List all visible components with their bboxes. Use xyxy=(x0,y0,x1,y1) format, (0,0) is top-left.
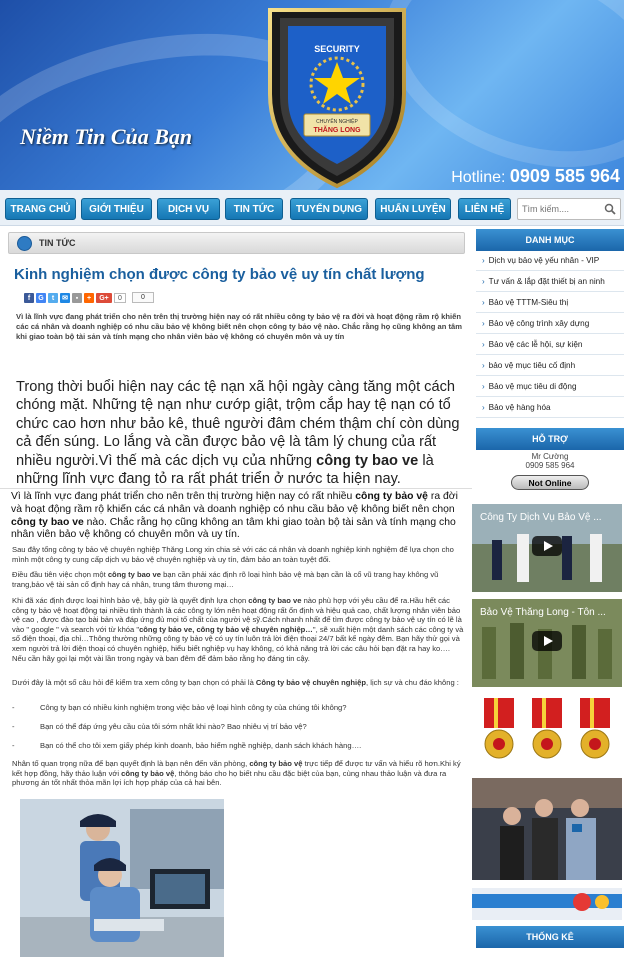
category-item[interactable] xyxy=(476,250,624,271)
keyword-link[interactable]: công ty bao ve xyxy=(248,596,302,605)
article-body xyxy=(0,488,472,960)
list-item-text: Bạn có thể đáp ứng yêu cầu của tôi sớm nhất khi nào? Bao nhiêu vị trí bảo vệ? xyxy=(40,722,307,731)
support-name: Mr Cường xyxy=(531,452,569,461)
list-item-text: Bạn có thể cho tôi xem giấy phép kinh doanh, bảo hiểm nghề nghiệp, danh sách khách hàng…. xyxy=(40,741,362,750)
twitter-icon[interactable]: t xyxy=(48,293,58,303)
keyword-link[interactable]: công ty bao ve xyxy=(11,516,84,528)
text: trực tiếp để được tư vấn và hiểu rõ hơn.Khi ký kết hợp đồng, hãy thảo luận với xyxy=(12,759,461,778)
share-bar xyxy=(24,292,126,304)
main-nav xyxy=(0,190,624,226)
section-header xyxy=(8,232,465,254)
text: ra đời và hoạt động rầm rộ khiến các cá nhân và doanh nghiệp có nhu cầu bảo vệ không biết nên chọn xyxy=(11,491,458,515)
category-label[interactable]: Bảo vệ hàng hóa xyxy=(488,402,551,412)
event-photo[interactable] xyxy=(472,778,622,880)
category-item[interactable] xyxy=(476,271,624,292)
text: Nhân tố quan trọng nữa để bạn quyết định là bạn nên đến văn phòng, xyxy=(12,759,250,768)
hotline-number[interactable]: 0909 585 964 xyxy=(509,166,620,186)
play-icon[interactable] xyxy=(532,536,562,556)
share-count: 0 xyxy=(114,293,126,303)
nav-recruitment[interactable]: TUYỂN DỤNG xyxy=(290,198,368,220)
keyword-link[interactable]: công ty bảo ve, công ty bảo vệ chuyên nghiệp… xyxy=(139,624,313,634)
text: Dưới đây là một số câu hỏi để kiểm tra xem công ty bạn chọn có phải là xyxy=(12,678,256,687)
medals-image[interactable] xyxy=(472,694,622,770)
chat-status-button[interactable] xyxy=(511,475,589,490)
support-header: HỖ TRỢ xyxy=(476,428,624,450)
chevron-right-icon: › xyxy=(482,255,485,265)
text: , thông báo cho họ biết nhu cầu đặc biệt của bạn, cùng nhau thảo luận và đưa ra phương án tốt nhất thỏa mãn lợi ích hợp pháp của cả hai bên. xyxy=(12,768,447,788)
body-paragraph: Sau đây tổng công ty bảo vệ chuyên nghiệp Thăng Long xin chia sẻ với các cá nhân và doanh nghiệp kinh nghiệm để lựa chọn cho mình một công ty cung cấp dịch vụ bảo vệ chuyên nghiệp và uy tín, đảm bảo an toàn tuyệt đối. xyxy=(12,545,454,564)
status-label: Not Online xyxy=(528,477,572,488)
slogan: Niềm Tin Của Bạn xyxy=(20,124,193,149)
text: Vì là lĩnh vực đang phát triển cho nên trên thị trường hiện nay có rất nhiều xyxy=(11,491,356,502)
email-icon[interactable]: ✉ xyxy=(60,293,70,303)
body-paragraph xyxy=(12,570,464,589)
category-item[interactable] xyxy=(476,292,624,313)
text: nào. Chắc rằng họ cũng không an tâm khi giao toàn bộ tài sản và tính mạng cho nhân viên bảo vệ không có chuyên môn và uy tín. xyxy=(11,516,456,541)
more-share-icon[interactable]: + xyxy=(84,293,94,303)
chevron-right-icon: › xyxy=(482,318,485,328)
chevron-right-icon: › xyxy=(482,360,485,370)
category-label[interactable]: Bảo vệ TTTM-Siêu thị xyxy=(488,297,569,307)
category-item[interactable] xyxy=(476,355,624,376)
text: bạn cần phải xác định rõ loại hình bảo vệ mà bạn cần là cổ vũ trang hay không vũ trang,bảo vệ tài sản cố định hay cá nhân, trung tâm thương mại… xyxy=(12,570,439,589)
text: , lịch sự và chu đáo không : xyxy=(366,678,459,687)
category-label[interactable]: bảo vệ mục tiêu cố định xyxy=(488,360,576,370)
bullet-dash: - xyxy=(12,703,15,712)
category-label[interactable]: Bảo vệ mục tiêu di động xyxy=(488,381,577,391)
list-item-text: Công ty bạn có nhiều kinh nghiệm trong việc bảo vệ loại hình công ty của chúng tôi không? xyxy=(40,703,347,712)
category-label[interactable]: Tư vấn & lắp đặt thiết bị an ninh xyxy=(488,276,605,286)
header-banner xyxy=(0,0,624,190)
keyword-link[interactable]: công ty bao ve xyxy=(316,452,419,469)
like-counter[interactable]: 0 xyxy=(132,292,154,303)
keyword-link[interactable]: công ty bao ve xyxy=(107,570,161,579)
body-paragraph xyxy=(12,759,464,788)
chevron-right-icon: › xyxy=(482,381,485,391)
bullet-dash: - xyxy=(12,722,15,731)
body-paragraph xyxy=(12,596,464,663)
category-item[interactable] xyxy=(476,397,624,418)
logo-ribbon-small: CHUYÊN NGHIỆP xyxy=(316,119,358,125)
nav-services[interactable]: DỊCH VỤ xyxy=(157,198,220,220)
support-phone[interactable]: 0909 585 964 xyxy=(525,461,575,470)
google-plus-icon[interactable]: G+ xyxy=(96,293,112,303)
nav-news[interactable]: TIN TỨC xyxy=(225,198,283,220)
hotline-label: Hotline: xyxy=(451,169,506,186)
category-item[interactable] xyxy=(476,376,624,397)
chevron-right-icon: › xyxy=(482,402,485,412)
chevron-right-icon: › xyxy=(482,276,485,286)
keyword-link[interactable]: vệ xyxy=(416,491,428,502)
hotline[interactable] xyxy=(451,166,620,187)
keyword-link[interactable]: Công ty bảo vệ chuyên nghiệp xyxy=(255,678,367,687)
body-paragraph xyxy=(12,678,464,688)
google-icon[interactable]: G xyxy=(36,293,46,303)
chevron-right-icon: › xyxy=(482,339,485,349)
article-lead-paragraph xyxy=(16,378,464,488)
lead-text: là những lĩnh vực đang tỏ ra rất phát triển ở nước ta hiện nay. xyxy=(16,452,434,488)
bullet-dash: - xyxy=(12,741,15,750)
video-title[interactable]: Bảo Vệ Thăng Long - Tôn ... xyxy=(480,607,606,618)
stats-header: THỐNG KÊ xyxy=(476,926,624,948)
search-input[interactable] xyxy=(518,199,598,219)
category-item[interactable] xyxy=(476,313,624,334)
search-box[interactable] xyxy=(517,198,621,220)
nav-home[interactable]: TRANG CHỦ xyxy=(5,198,76,220)
security-shield-logo[interactable] xyxy=(262,4,412,190)
nav-training[interactable]: HUẤN LUYỆN xyxy=(375,198,451,220)
category-label[interactable]: Dịch vụ bảo vệ yếu nhân - VIP xyxy=(488,255,600,265)
video-thumbnail[interactable] xyxy=(472,599,622,687)
logo-top-text: SECURITY xyxy=(314,44,360,54)
facebook-icon[interactable]: f xyxy=(24,293,34,303)
logo-ribbon-name: THĂNG LONG xyxy=(313,127,361,134)
chevron-right-icon: › xyxy=(482,297,485,307)
nav-about[interactable]: GIỚI THIỆU xyxy=(81,198,152,220)
keyword-link[interactable]: công ty bảo vệ xyxy=(121,768,175,778)
keyword-link[interactable]: công ty bảo xyxy=(355,491,414,502)
category-label[interactable]: Bảo vệ các lễ hội, sự kiện xyxy=(488,339,583,349)
text: ", sẽ xuất hiện một danh sách các công ty và số điện thoại, địa chỉ…Thông thường những công ty bảo vệ có uy tín luôn trả lời điện thoại 24/7 bất kể ngày đêm. Bạn hãy thử gọi và xem người trả lời điện thoại có chuyên nghiệp, hiểu biết nghiệp vụ hay không, có khả năng trả lời các câu hỏi bạn đặt ra hay ko…. Nếu cần hãy gọi lại một vài lần trong ngày và ban đêm để đảm bảo rằng họ đáng tin cậy. xyxy=(12,624,464,663)
article-photo xyxy=(20,799,224,957)
lead-text: Trong thời buổi hiện nay các tệ nạn xã hội ngày càng tăng một cách chóng mặt. Những tệ nạn như cướp giật, trộm cắp hay tệ nạn có tổ chức cao hơn như bảo kê, thuê người đâm chém thậm chí còn dùng cả đến súng. Lo lắng và cần được bảo vệ là tâm lý chung của rất nhiều người.Vì thế mà các dịch vụ của những xyxy=(16,379,460,469)
categories-header: DANH MỤC xyxy=(476,229,624,251)
news-icon xyxy=(17,236,32,251)
print-icon[interactable]: ▪ xyxy=(72,293,82,303)
section-title: TIN TỨC xyxy=(39,238,76,248)
text: Khi đã xác định được loại hình bảo vệ, bây giờ là quyết định lựa chọn xyxy=(12,596,249,605)
search-icon[interactable] xyxy=(604,203,616,215)
article-title[interactable]: Kinh nghiệm chọn được công ty bảo vệ uy tín chất lượng xyxy=(14,266,425,283)
category-label[interactable]: Bảo vệ công trình xây dựng xyxy=(488,318,590,328)
keyword-link[interactable]: công ty bảo vệ xyxy=(249,759,303,768)
text: nào phù hợp với yêu cầu để ra.Hầu hết các công ty bảo vệ hoạt động tại nhiều tỉnh thành là các công ty lớn nên hoạt động rất ổn định và hiệu quả cao, chất lượng nhân viên bảo vệ cao , được đào tạo bài bản và đáp ứng đủ mọi tố chất của người vệ sỹ.Cách nhanh nhất để tìm được công ty bảo vệ uy tín có lẽ là vào " google " và search với từ khóa " xyxy=(12,596,462,634)
play-icon[interactable] xyxy=(532,631,562,651)
article-intro: Vì là lĩnh vực đang phát triển cho nên trên thị trường hiện nay có rất nhiều công ty bảo vệ ra đời và hoạt động rầm rộ khiến các cá nhân và doanh nghiệp có nhu cầu bảo vệ không biết nên chọn công ty bảo vệ nào. Chắc rằng họ cũng không an tâm khi giao toàn bộ tài sản và tính mạng cho nhân viên bảo vệ không có chuyên môn và uy tín xyxy=(16,312,462,341)
video-title[interactable]: Công Ty Dịch Vụ Bảo Vệ ... xyxy=(480,512,602,523)
body-paragraph xyxy=(11,491,466,542)
nav-contact[interactable]: LIÊN HỆ xyxy=(458,198,511,220)
promo-banner[interactable] xyxy=(472,888,622,920)
text: Điều đầu tiên việc chọn một xyxy=(12,570,108,579)
category-item[interactable] xyxy=(476,334,624,355)
video-thumbnail[interactable] xyxy=(472,504,622,592)
